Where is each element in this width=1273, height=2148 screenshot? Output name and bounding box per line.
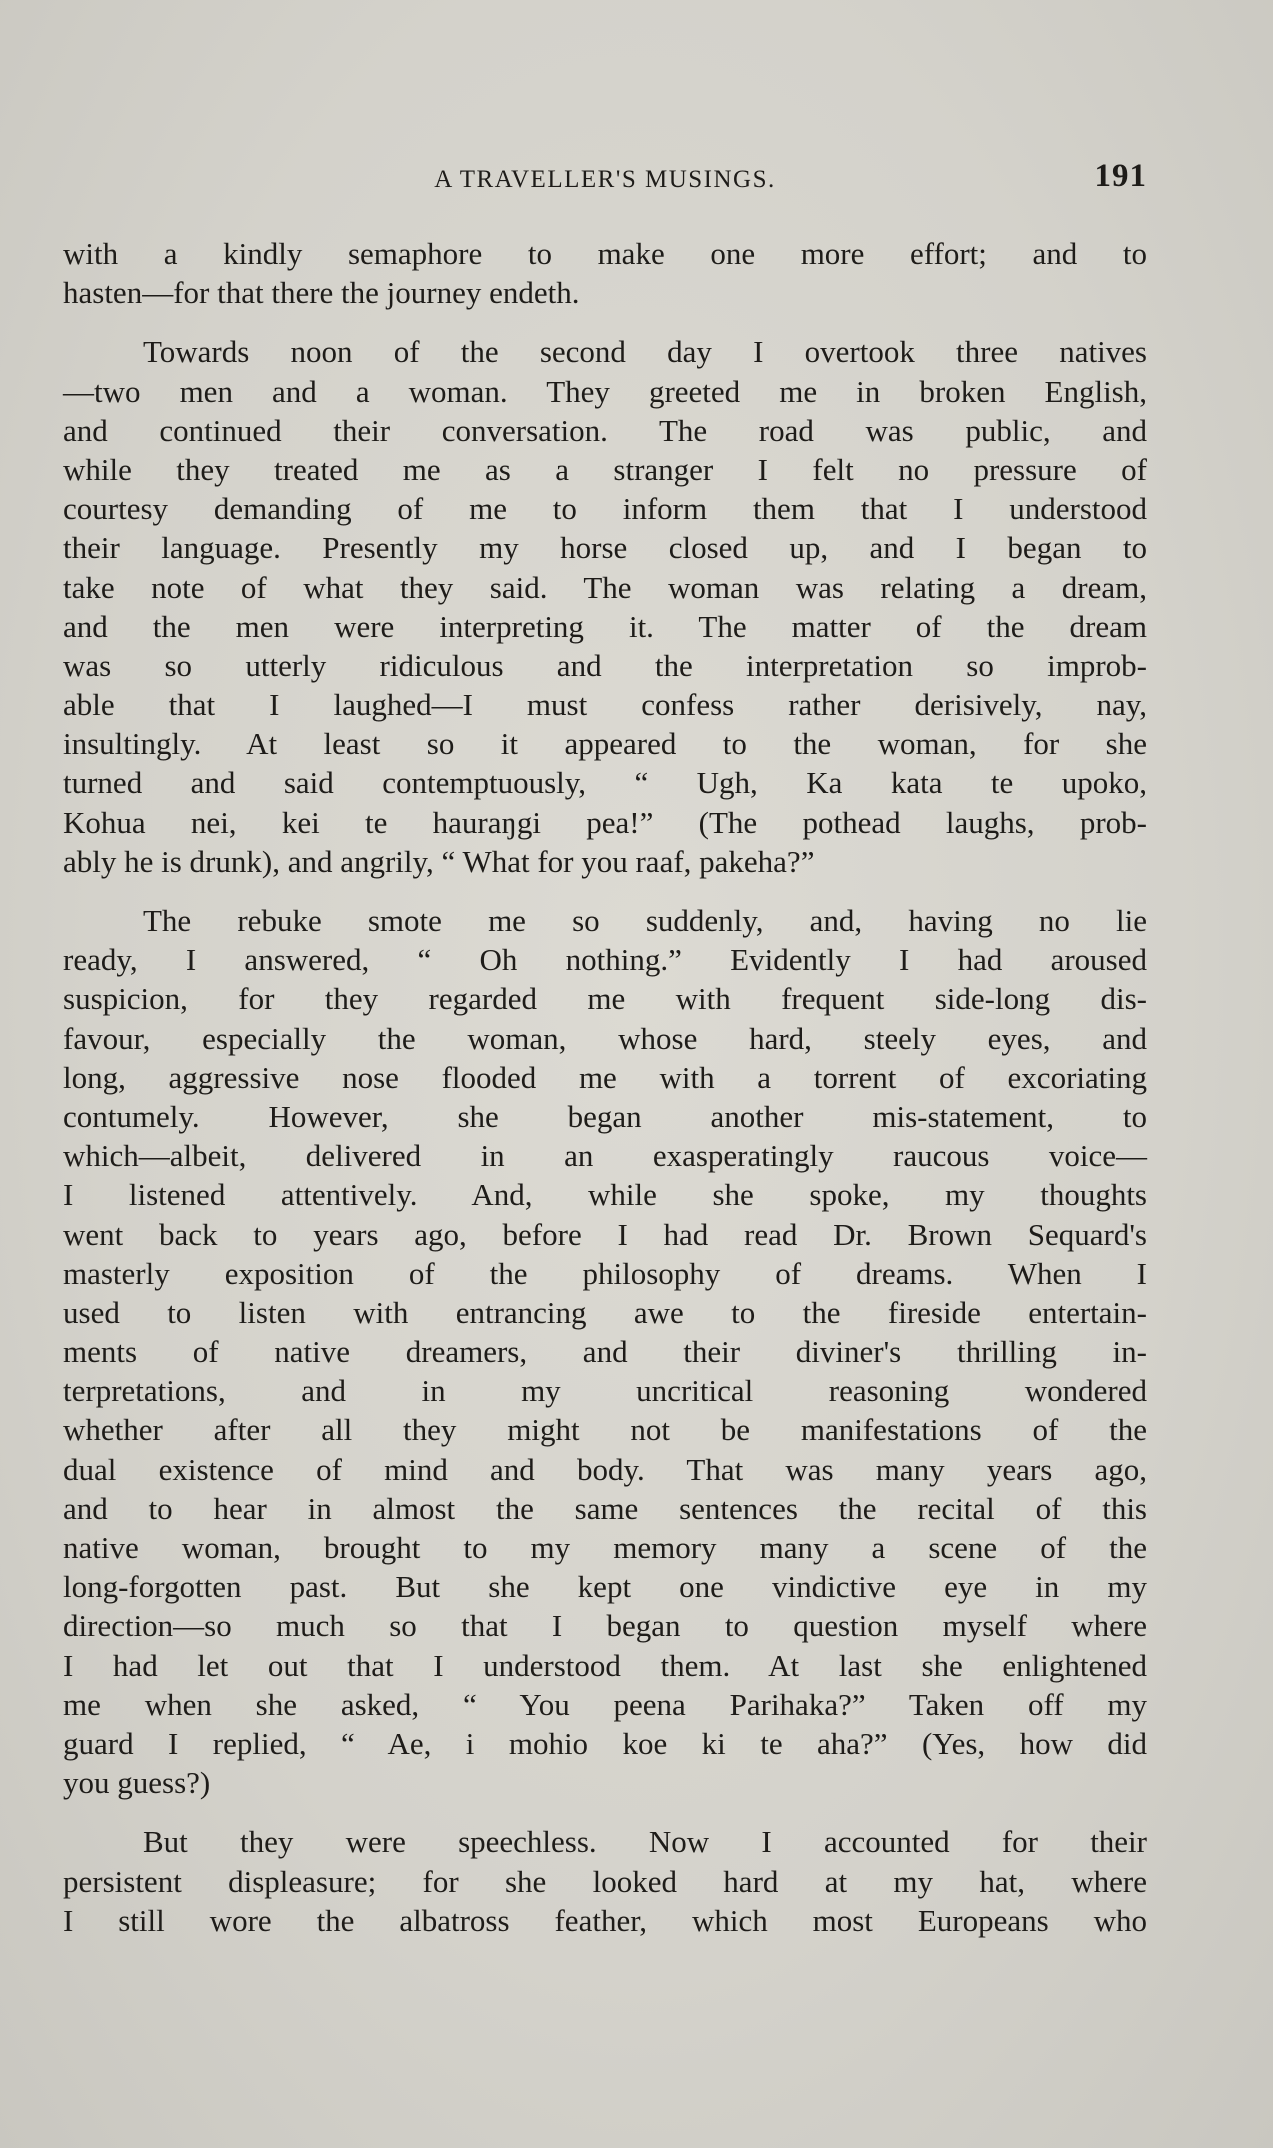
- text-line: with a kindly semaphore to make one more effort; and to: [63, 236, 1147, 271]
- text-line: But they were speechless. Now I accounted for their: [143, 1824, 1147, 1860]
- text-line: contumely. However, she began another mis-statement, to: [63, 1098, 1147, 1134]
- paragraph: [63, 901, 1147, 1802]
- text-line: I still wore the albatross feather, which most Europeans who: [63, 1902, 1147, 1938]
- text-line: persistent displeasure; for she looked hard at my hat, where: [63, 1863, 1147, 1899]
- text-line: suspicion, for they regarded me with frequent side-long dis-: [63, 981, 1147, 1017]
- text-line: able that I laughed—I must confess rather derisively, nay,: [63, 687, 1147, 723]
- page-header: [63, 158, 1147, 204]
- text-line: take note of what they said. The woman was relating a dream,: [63, 569, 1147, 605]
- text-line: long, aggressive nose flooded me with a torrent of excoriating: [63, 1059, 1147, 1095]
- text-line: terpretations, and in my uncritical reasoning wondered: [63, 1373, 1147, 1409]
- text-line: native woman, brought to my memory many a scene of the: [63, 1530, 1147, 1565]
- body-text: [63, 234, 1147, 1960]
- text-line: you guess?): [63, 1765, 211, 1801]
- text-line: and to hear in almost the same sentences the recital of this: [63, 1490, 1147, 1526]
- text-line: went back to years ago, before I had read Dr. Brown Sequard's: [63, 1216, 1147, 1252]
- running-head: A TRAVELLER'S MUSINGS.: [434, 166, 776, 193]
- text-line: their language. Presently my horse closed up, and I began to: [63, 530, 1147, 566]
- text-line: whether after all they might not be manifestations of the: [63, 1412, 1147, 1448]
- text-line: Kohua nei, kei te hauraŋgi pea!” (The pothead laughs, prob-: [63, 804, 1147, 840]
- text-line: ments of native dreamers, and their diviner's thrilling in-: [63, 1334, 1147, 1370]
- text-line: ably he is drunk), and angrily, “ What for you raaf, pakeha?”: [63, 843, 815, 879]
- text-line: The rebuke smote me so suddenly, and, having no lie: [143, 903, 1147, 938]
- paragraph: [63, 234, 1147, 312]
- text-line: long-forgotten past. But she kept one vindictive eye in my: [63, 1569, 1147, 1605]
- text-line: used to listen with entrancing awe to the fireside entertain-: [63, 1294, 1147, 1330]
- text-line: insultingly. At least so it appeared to the woman, for she: [63, 726, 1147, 762]
- text-line: which—albeit, delivered in an exasperatingly raucous voice—: [63, 1138, 1147, 1174]
- text-line: ready, I answered, “ Oh nothing.” Evidently I had aroused: [63, 942, 1147, 978]
- text-line: and continued their conversation. The road was public, and: [63, 412, 1147, 448]
- text-line: hasten—for that there the journey endeth.: [63, 275, 580, 311]
- text-line: guard I replied, “ Ae, i mohio koe ki te aha?” (Yes, how did: [63, 1725, 1147, 1761]
- text-line: dual existence of mind and body. That was many years ago,: [63, 1451, 1147, 1487]
- paragraph: [63, 332, 1147, 881]
- text-line: courtesy demanding of me to inform them that I understood: [63, 491, 1147, 527]
- text-line: I listened attentively. And, while she spoke, my thoughts: [63, 1177, 1147, 1213]
- page-number: 191: [1094, 158, 1147, 194]
- text-line: turned and said contemptuously, “ Ugh, Ka kata te upoko,: [63, 765, 1147, 801]
- paragraph: [63, 1822, 1147, 1940]
- text-line: I had let out that I understood them. At last she enlightened: [63, 1647, 1147, 1683]
- text-line: masterly exposition of the philosophy of dreams. When I: [63, 1255, 1147, 1291]
- text-line: Towards noon of the second day I overtook three natives: [143, 334, 1147, 370]
- text-line: and the men were interpreting it. The matter of the dream: [63, 608, 1147, 644]
- text-line: was so utterly ridiculous and the interpretation so improb-: [63, 647, 1147, 683]
- text-line: favour, especially the woman, whose hard, steely eyes, and: [63, 1020, 1147, 1056]
- text-line: —two men and a woman. They greeted me in broken English,: [63, 373, 1147, 409]
- text-line: direction—so much so that I began to question myself where: [63, 1608, 1147, 1644]
- text-line: while they treated me as a stranger I felt no pressure of: [63, 451, 1147, 487]
- text-line: me when she asked, “ You peena Parihaka?” Taken off my: [63, 1686, 1147, 1722]
